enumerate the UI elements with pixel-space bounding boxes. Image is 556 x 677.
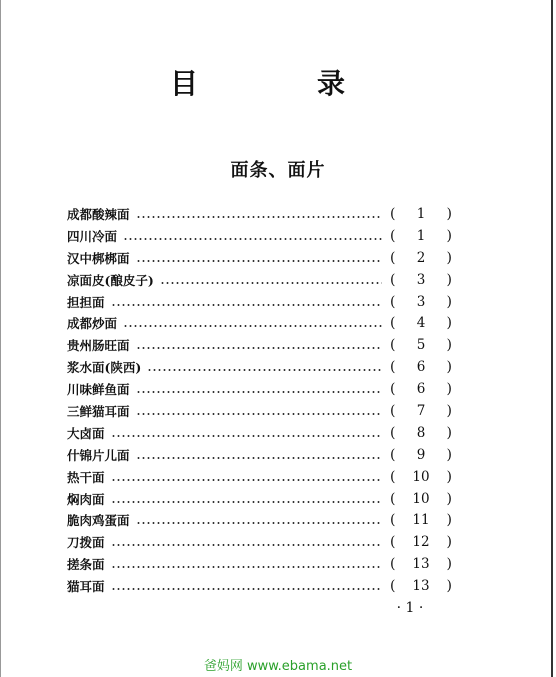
toc-entry-title: 凉面皮(酿皮子) [67,272,154,288]
toc-entry-page: 7 [416,402,426,419]
open-paren: ( [390,490,396,507]
toc-entry-page: 8 [416,424,426,441]
dot-leader [136,260,382,262]
toc-page-ref [382,272,452,288]
toc-entry-title: 猫耳面 [67,579,105,595]
close-paren: ) [446,446,452,463]
toc-entry-page: 11 [412,512,430,529]
dot-leader [147,369,382,371]
close-paren: ) [446,468,452,485]
open-paren: ( [390,227,396,244]
dot-leader [160,282,382,284]
toc-entry-title: 什锦片儿面 [67,447,130,463]
toc-entry-title: 大卤面 [67,425,105,441]
toc-page-ref [382,447,452,463]
toc-entry-page: 13 [412,578,430,595]
toc-entry [67,422,452,444]
toc-entry [67,509,452,531]
toc-entry [67,488,452,510]
close-paren: ) [446,556,452,573]
close-paren: ) [446,512,452,529]
toc-entry [67,400,452,422]
toc-page-ref [382,381,452,397]
toc-page-ref [382,403,452,419]
toc-entry-title: 焖肉面 [67,491,105,507]
toc-page-ref [382,294,452,310]
close-paren: ) [446,402,452,419]
toc-entry-page: 2 [416,249,426,266]
toc-entry-page: 13 [412,556,430,573]
toc-entry [67,553,452,575]
open-paren: ( [390,512,396,529]
toc-page-ref [382,425,452,441]
toc-entry [67,575,452,597]
toc-entry [67,531,452,553]
title-char-1: 目 [170,67,199,100]
open-paren: ( [390,446,396,463]
toc-entry [67,247,452,269]
toc-entry-page: 9 [416,446,426,463]
toc-entry-title: 贵州肠旺面 [67,338,130,354]
toc-page-ref [382,578,452,594]
toc-entry-page: 3 [416,293,426,310]
open-paren: ( [390,205,396,222]
toc-page-ref [382,228,452,244]
close-paren: ) [446,359,452,376]
toc-page-ref [382,206,452,222]
toc-entry-title: 搓条面 [67,557,105,573]
toc-entry-page: 10 [412,490,430,507]
dot-leader [111,544,382,546]
toc-page-ref [382,556,452,572]
page-number: · 1 · [396,600,424,616]
toc-entry [67,312,452,334]
open-paren: ( [390,578,396,595]
toc-entry-page: 6 [416,359,426,376]
toc-entry [67,378,452,400]
toc-page-ref [382,359,452,375]
close-paren: ) [446,271,452,288]
dot-leader [111,435,382,437]
page-title [170,62,345,102]
open-paren: ( [390,468,396,485]
toc-entry-page: 4 [416,315,426,332]
dot-leader [136,522,382,524]
close-paren: ) [446,381,452,398]
toc-list [67,203,452,597]
toc-entry-page: 1 [416,227,426,244]
open-paren: ( [390,293,396,310]
toc-entry-title: 浆水面(陕西) [67,360,142,376]
toc-entry-title: 脆肉鸡蛋面 [67,513,130,529]
toc-page-ref [382,315,452,331]
toc-entry-title: 刀拨面 [67,535,105,551]
close-paren: ) [446,578,452,595]
toc-page-ref [382,337,452,353]
section-heading: 面条、面片 [230,160,326,181]
open-paren: ( [390,337,396,354]
dot-leader [111,501,382,503]
toc-entry-title: 成都炒面 [67,316,118,332]
toc-entry [67,269,452,291]
toc-entry [67,225,452,247]
toc-entry-title: 四川冷面 [67,228,118,244]
open-paren: ( [390,359,396,376]
open-paren: ( [390,534,396,551]
close-paren: ) [446,337,452,354]
open-paren: ( [390,556,396,573]
dot-leader [111,479,382,481]
toc-page-ref [382,491,452,507]
toc-entry-title: 成都酸辣面 [67,206,130,222]
toc-page-ref [382,512,452,528]
close-paren: ) [446,293,452,310]
open-paren: ( [390,424,396,441]
toc-entry-page: 12 [412,534,430,551]
close-paren: ) [446,315,452,332]
close-paren: ) [446,424,452,441]
toc-entry-title: 热干面 [67,469,105,485]
toc-entry [67,356,452,378]
dot-leader [123,325,382,327]
dot-leader [136,347,382,349]
open-paren: ( [390,249,396,266]
toc-page-ref [382,469,452,485]
close-paren: ) [446,205,452,222]
toc-entry-page: 6 [416,381,426,398]
toc-entry-title: 川味鲜鱼面 [67,382,130,398]
toc-entry [67,334,452,356]
close-paren: ) [446,227,452,244]
toc-entry [67,444,452,466]
toc-entry-page: 1 [416,205,426,222]
dot-leader [111,566,382,568]
toc-page-ref [382,534,452,550]
dot-leader [123,238,382,240]
toc-entry [67,466,452,488]
toc-entry-title: 三鲜猫耳面 [67,403,130,419]
open-paren: ( [390,381,396,398]
toc-entry [67,291,452,313]
dot-leader [136,391,382,393]
dot-leader [136,457,382,459]
toc-entry-title: 汉中梆梆面 [67,250,130,266]
toc-entry-title: 担担面 [67,294,105,310]
open-paren: ( [390,271,396,288]
open-paren: ( [390,402,396,419]
toc-entry-page: 5 [416,337,426,354]
dot-leader [111,588,382,590]
dot-leader [111,304,382,306]
open-paren: ( [390,315,396,332]
close-paren: ) [446,249,452,266]
toc-entry-page: 10 [412,468,430,485]
close-paren: ) [446,490,452,507]
dot-leader [136,216,382,218]
watermark: 爸妈网 www.ebama.net [203,659,353,674]
close-paren: ) [446,534,452,551]
toc-page-ref [382,250,452,266]
toc-entry [67,203,452,225]
title-char-2: 录 [316,67,345,100]
toc-entry-page: 3 [416,271,426,288]
dot-leader [136,413,382,415]
